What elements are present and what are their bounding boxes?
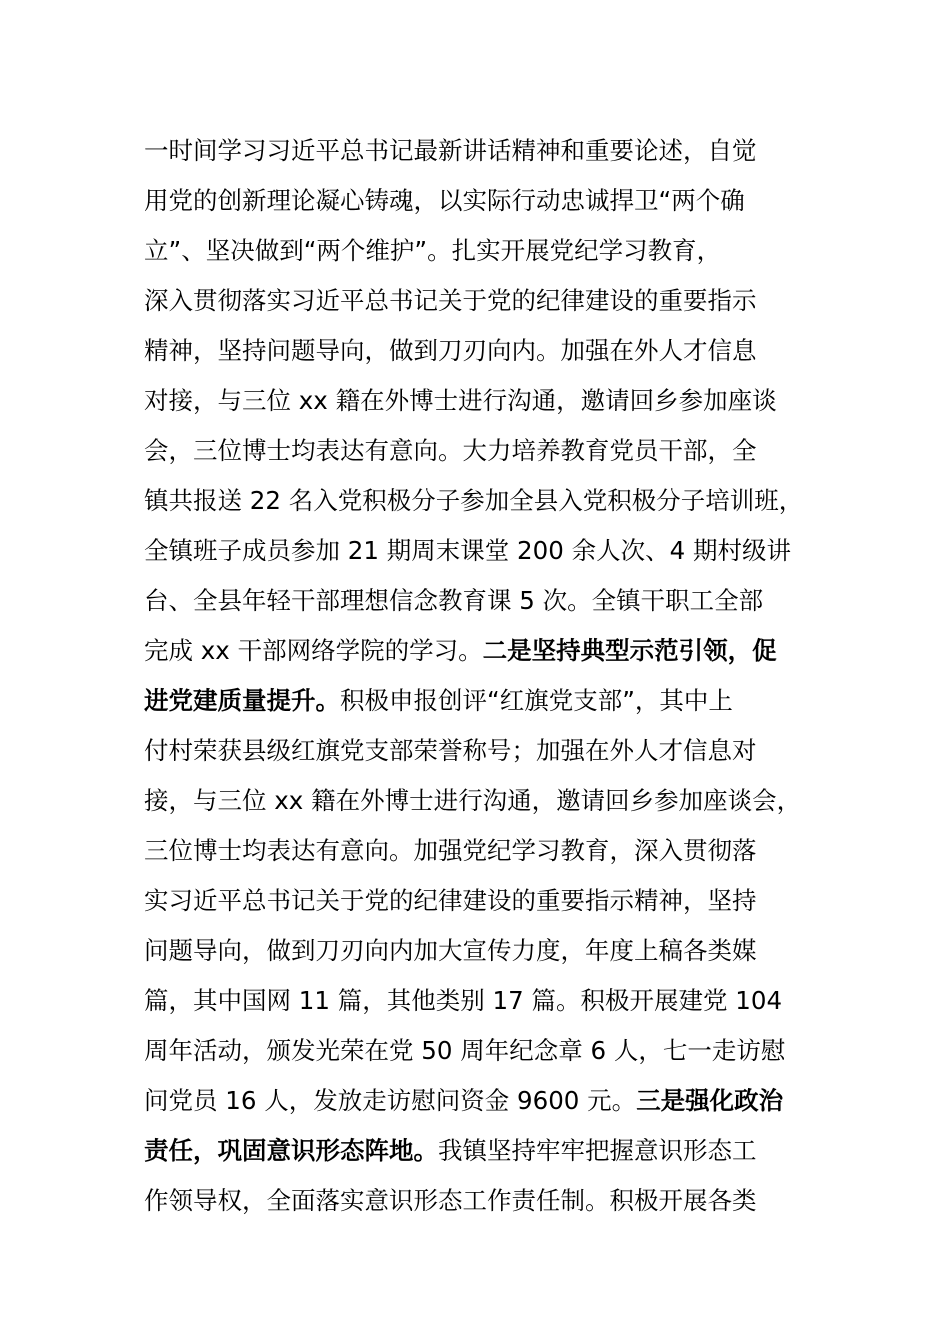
text-line [144,226,834,276]
body-text-segment: 对接，与三位 xx 籍在外博士进行沟通，邀请回乡参加座谈 [144,386,777,415]
body-text-segment: 完成 xx 干部网络学院的学习。 [144,636,483,665]
text-line [144,776,834,826]
body-text-segment: 深入贯彻落实习近平总书记关于党的纪律建设的重要指示 [144,286,757,315]
text-line [144,476,834,526]
text-line [144,1076,834,1126]
text-line [144,326,834,376]
body-text-segment: 会，三位博士均表达有意向。大力培养教育党员干部，全 [144,436,757,465]
text-line [144,1176,834,1226]
text-line [144,1126,834,1176]
body-text-segment: 积极申报创评“红旗党支部”，其中上 [340,686,733,715]
body-text-segment: 付村荣获县级红旗党支部荣誉称号；加强在外人才信息对 [144,736,757,765]
text-line [144,526,834,576]
text-line [144,876,834,926]
body-text-segment: 精神，坚持问题导向，做到刀刃向内。加强在外人才信息 [144,336,757,365]
text-line [144,276,834,326]
text-line [144,126,834,176]
text-line [144,926,834,976]
text-line [144,1026,834,1076]
body-text-segment: 接，与三位 xx 籍在外博士进行沟通，邀请回乡参加座谈会， [144,786,802,815]
body-text-segment: 全镇班子成员参加 21 期周末课堂 200 余人次、4 期村级讲 [144,536,791,565]
body-text-segment: 立”、坚决做到“两个维护”。扎实开展党纪学习教育， [144,236,722,265]
body-text-segment: 一时间学习习近平总书记最新讲话精神和重要论述，自觉 [144,136,757,165]
bold-heading-text: 三是强化政治 [636,1086,784,1115]
text-line [144,676,834,726]
text-line [144,726,834,776]
text-line [144,376,834,426]
body-text [144,126,834,1226]
text-line [144,626,834,676]
body-text-segment: 问党员 16 人，发放走访慰问资金 9600 元。 [144,1086,637,1115]
text-line [144,426,834,476]
text-line [144,976,834,1026]
bold-heading-text: 进党建质量提升。 [144,686,340,715]
body-text-segment: 作领导权，全面落实意识形态工作责任制。积极开展各类 [144,1186,757,1215]
body-text-segment: 台、全县年轻干部理想信念教育课 5 次。全镇干职工全部 [144,586,764,615]
body-text-segment: 用党的创新理论凝心铸魂，以实际行动忠诚捍卫“两个确 [144,186,745,215]
bold-heading-text: 二是坚持典型示范引领，促 [482,636,777,665]
text-line [144,826,834,876]
body-text-segment: 镇共报送 22 名入党积极分子参加全县入党积极分子培训班， [144,486,804,515]
body-text-segment: 篇，其中国网 11 篇，其他类别 17 篇。积极开展建党 104 [144,986,783,1015]
text-line [144,176,834,226]
body-text-segment: 周年活动，颁发光荣在党 50 周年纪念章 6 人，七一走访慰 [144,1036,786,1065]
body-text-segment: 我镇坚持牢牢把握意识形态工 [438,1136,757,1165]
bold-heading-text: 责任，巩固意识形态阵地。 [144,1136,438,1165]
text-line [144,576,834,626]
body-text-segment: 三位博士均表达有意向。加强党纪学习教育，深入贯彻落 [144,836,757,865]
body-text-segment: 实习近平总书记关于党的纪律建设的重要指示精神，坚持 [144,886,757,915]
body-text-segment: 问题导向，做到刀刃向内加大宣传力度，年度上稿各类媒 [144,936,757,965]
